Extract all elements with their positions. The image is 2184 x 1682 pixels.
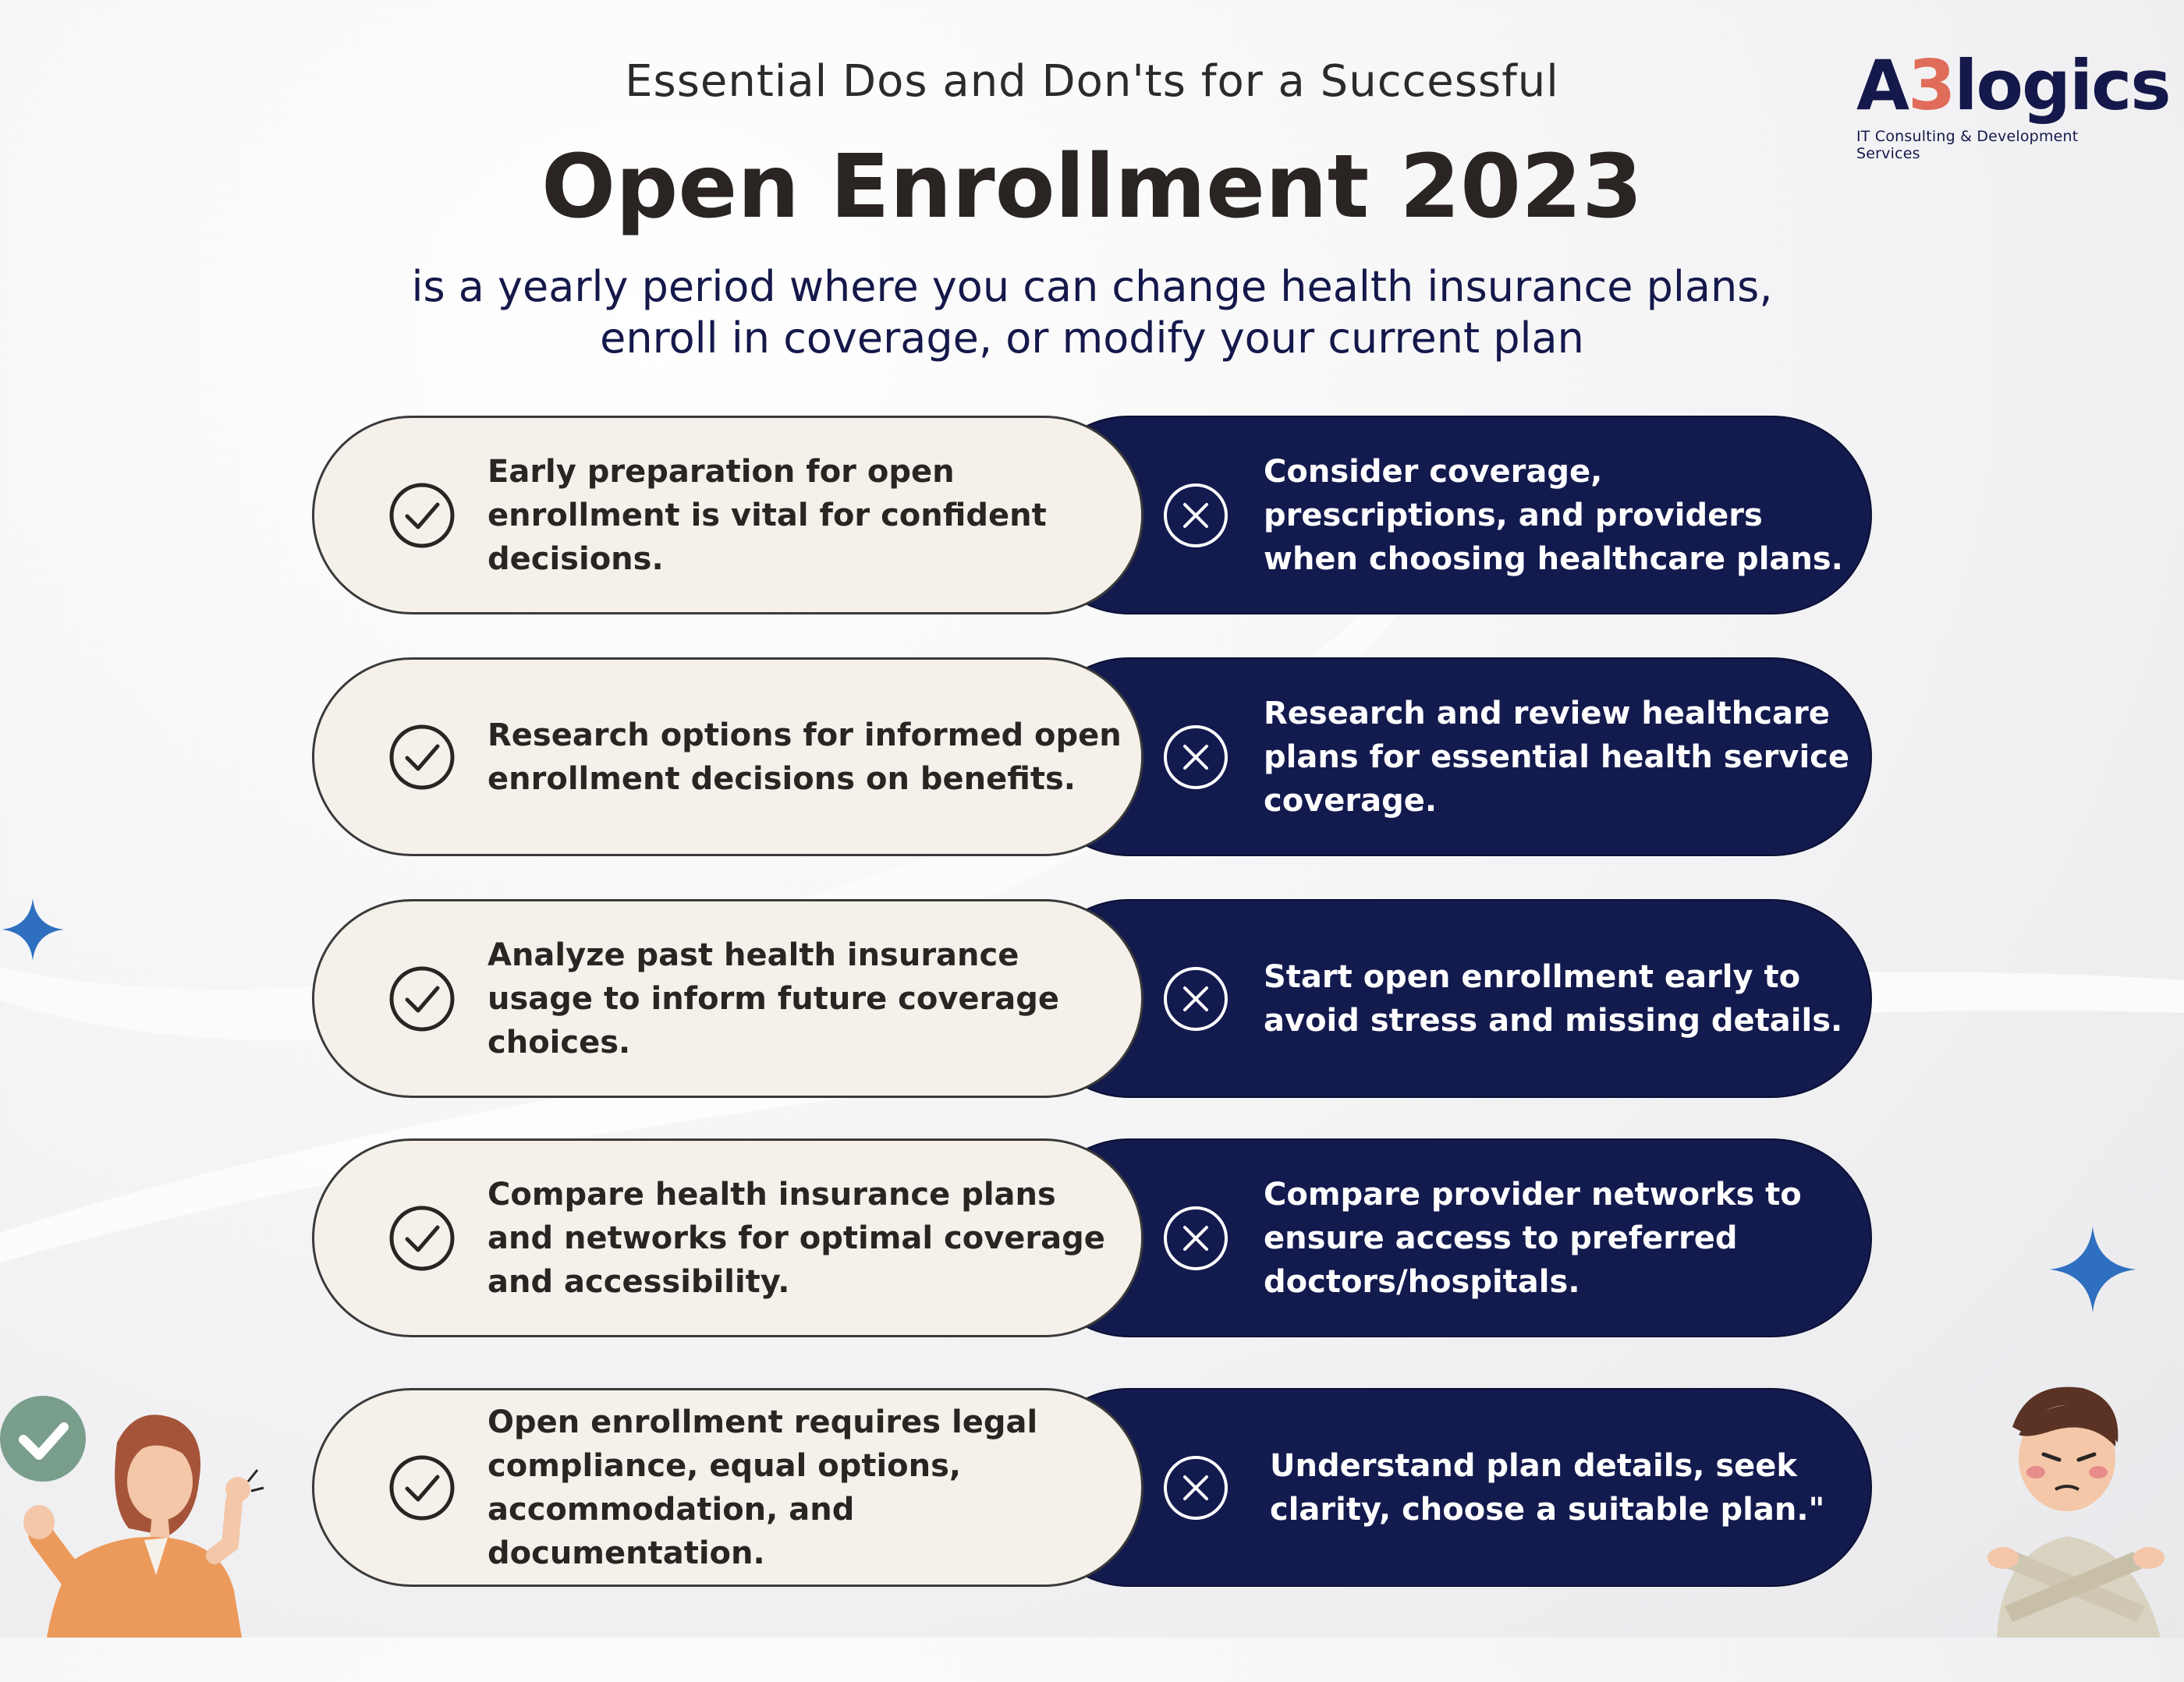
x-circle-icon — [1162, 1454, 1229, 1521]
header-intro — [0, 261, 2184, 364]
dos-donts-row — [312, 899, 1872, 1098]
man-illustration — [1981, 1372, 2184, 1638]
dont-text: Understand plan details, seek clarity, choose a suitable plan." — [1270, 1447, 1825, 1528]
x-circle-icon — [1162, 1205, 1229, 1272]
sparkle-icon — [2048, 1224, 2138, 1315]
x-circle-icon — [1162, 724, 1229, 791]
company-logo — [1856, 45, 2170, 162]
do-text: Compare health insurance plans and networks for optimal coverage and accessibility. — [488, 1176, 1105, 1300]
logo-wordmark: A3logics — [1856, 45, 2170, 126]
do-text: Open enrollment requires legal compliance, equal options, accommodation, and documentation. — [488, 1404, 1038, 1571]
logo-tagline: IT Consulting & Development Services — [1856, 128, 2079, 162]
dont-text: Start open enrollment early to avoid stress and missing details. — [1264, 958, 1843, 1039]
check-circle-icon — [388, 724, 456, 791]
intro-line: enroll in coverage, or modify your current plan — [600, 313, 1584, 363]
dos-donts-row — [312, 657, 1872, 856]
dont-text: Research and review healthcare plans for essential health service coverage. — [1264, 695, 1850, 819]
dont-text: Consider coverage, prescriptions, and providers when choosing healthcare plans. — [1264, 453, 1843, 577]
check-circle-icon — [388, 1205, 456, 1272]
header-subtitle: Essential Dos and Don'ts for a Successful — [625, 56, 1559, 107]
check-circle-icon — [388, 482, 456, 549]
x-circle-icon — [1162, 482, 1229, 549]
page-title: Open Enrollment 2023 — [541, 136, 1643, 238]
do-text: Analyze past health insurance usage to inform future coverage choices. — [488, 937, 1060, 1061]
woman-illustration — [0, 1388, 265, 1638]
dos-donts-row — [312, 1138, 1872, 1337]
dont-text: Compare provider networks to ensure access to preferred doctors/hospitals. — [1264, 1176, 1802, 1300]
check-circle-icon — [388, 965, 456, 1032]
dos-donts-row — [312, 416, 1872, 614]
sparkle-icon — [0, 897, 66, 962]
intro-line: is a yearly period where you can change health insurance plans, — [411, 262, 1773, 311]
do-text: Research options for informed open enrollment decisions on benefits. — [488, 717, 1122, 797]
check-circle-icon — [388, 1454, 456, 1521]
x-circle-icon — [1162, 965, 1229, 1032]
dos-donts-row — [312, 1388, 1872, 1587]
do-text: Early preparation for open enrollment is vital for confident decisions. — [488, 453, 1047, 577]
